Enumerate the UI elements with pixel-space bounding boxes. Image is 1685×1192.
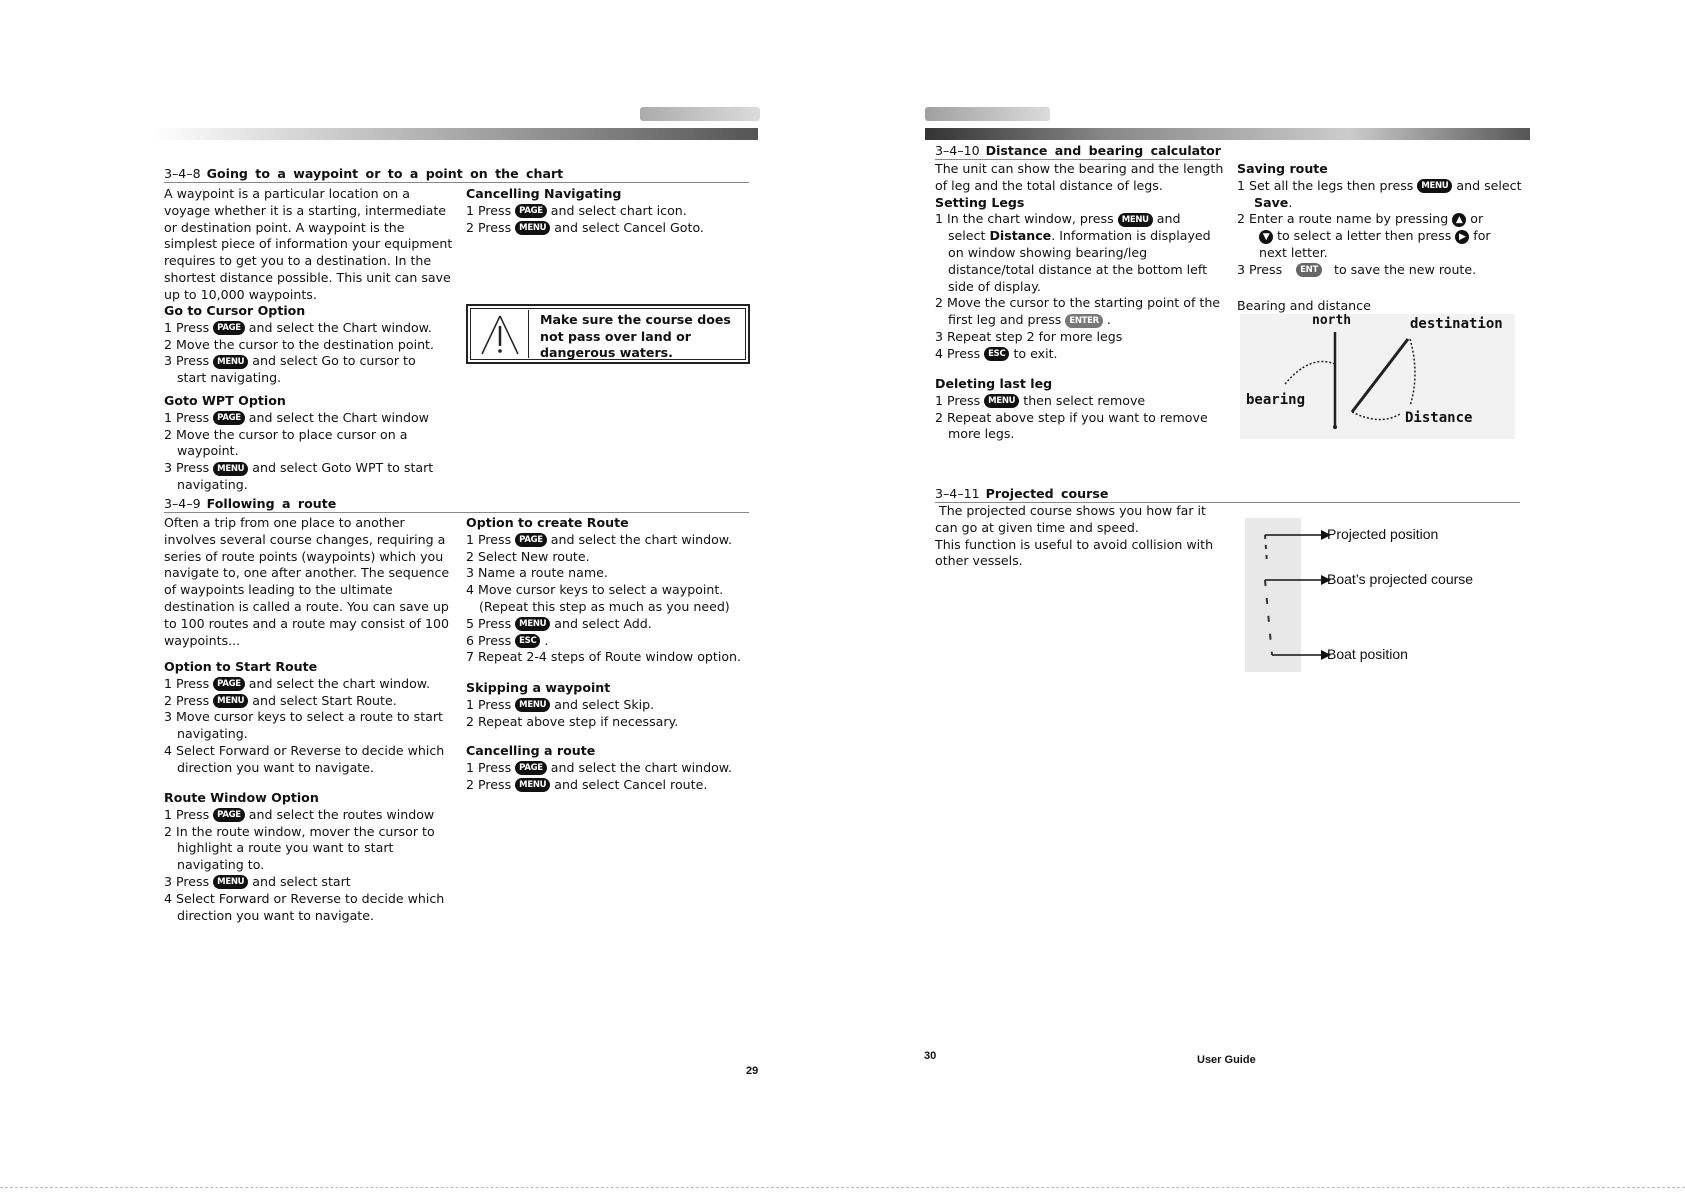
esc-key-icon: ESC [984, 347, 1009, 361]
menu-key-icon: MENU [515, 221, 550, 235]
goto-cursor-option: Go to Cursor Option 1 Press PAGE and select the Chart window. 2 Move the cursor to the destination point. 3 Press MENU and select Go to cursor to start navigating. [164, 303, 434, 386]
cancel-navigating: Cancelling Navigating 1 Press PAGE and select chart icon. 2 Press MENU and select Cancel Goto. [466, 186, 704, 235]
projected-position-label: Projected position [1327, 526, 1439, 542]
bearing-label: bearing [1246, 392, 1306, 408]
menu-key-icon: MENU [213, 462, 248, 476]
warning-line-1: Make sure the course does [540, 312, 731, 327]
page-key-icon: PAGE [213, 677, 245, 691]
goto-cursor-heading: Go to Cursor Option [164, 303, 306, 318]
menu-key-icon: MENU [515, 778, 550, 792]
page-key-icon: PAGE [213, 321, 245, 335]
right-header-bar [925, 128, 1530, 140]
goto-wpt-heading: Goto WPT Option [164, 393, 286, 408]
warning-box [466, 304, 750, 364]
warning-line-2: not pass over land or [540, 328, 691, 344]
menu-key-icon: MENU [213, 694, 248, 708]
setting-legs-heading: Setting Legs [935, 194, 1025, 210]
boats-projected-course-label: Boat’s projected course [1327, 571, 1474, 587]
projected-course-diagram [1245, 518, 1545, 673]
menu-key-icon: MENU [515, 698, 550, 712]
cancelling-route-heading: Cancelling a route [466, 743, 596, 758]
boat-position-label: Boat position [1327, 646, 1408, 662]
create-route-option: Option to create Route 1 Press PAGE and select the chart window. 2 Select New route. 3 Name a route name. 4 Move cursor keys to select a waypoint. (Repeat this step as much as you need) 5 Press MENU and select Add. 6 Press ESC . 7 Repeat 2-4 steps of Route window option. [466, 515, 742, 665]
goto-wpt-option: Goto WPT Option 1 Press PAGE and select the Chart window 2 Move the cursor to place cursor on a waypoint. 3 Press MENU and select Goto WPT to start navigating. [164, 393, 434, 492]
menu-key-icon: MENU [213, 875, 248, 889]
saving-route: Saving route 1 Set all the legs then press MENU and select Save. 2 Enter a route name by pressing ▲ or ▼ to select a letter then press ▶ for next letter. 3 Press ENT to save the new route. [1237, 161, 1522, 277]
left-header-logo [640, 107, 760, 121]
page-key-icon: PAGE [213, 808, 245, 822]
bearing-distance-label: Bearing and distance [1237, 298, 1371, 313]
bottom-divider [0, 1187, 1685, 1188]
section-3-4-10-heading: 3–4–10 Distance and bearing calculator [935, 143, 1222, 158]
page-number-left: 29 [746, 1065, 759, 1077]
start-route-option: Option to Start Route 1 Press PAGE and select the chart window. 2 Press MENU and select Start Route. 3 Move cursor keys to select a route to start navigating. 4 Select Forward or Reverse to decide which direction you want to navigate. [164, 659, 445, 775]
menu-key-icon: MENU [984, 394, 1019, 408]
cancel-navigating-heading: Cancelling Navigating [466, 186, 622, 201]
bearing-distance-diagram [1240, 314, 1515, 439]
route-window-option: Route Window Option 1 Press PAGE and select the routes window 2 In the route window, mover the cursor to highlight a route you want to start navigating to. 3 Press MENU and select start 4 Select Forward or Reverse to decide which direction you want to navigate. [164, 790, 445, 923]
saving-route-heading: Saving route [1237, 161, 1328, 176]
up-arrow-key-icon: ▲ [1452, 213, 1466, 227]
north-label: north [1312, 313, 1352, 328]
page-key-icon: PAGE [213, 411, 245, 425]
deleting-last-leg: Deleting last leg 1 Press MENU then select remove 2 Repeat above step if you want to remove more legs. [935, 376, 1208, 442]
right-arrow-key-icon: ▶ [1455, 230, 1469, 244]
warning-icon [472, 310, 529, 358]
route-window-heading: Route Window Option [164, 790, 319, 805]
route-intro: Often a trip from one place to another involves several course changes, requiring a series of route points (waypoints) which you navigate to, one after another. The sequence of waypoints leading to the ultimate destination is called a route. You can save up to 100 routes and a route may consist of 100 waypoints... [164, 515, 450, 648]
skipping-waypoint: Skipping a waypoint 1 Press MENU and select Skip. 2 Repeat above step if necessary. [466, 680, 679, 729]
section-3-4-8-heading: 3–4–8 Going to a waypoint or to a point on the chart [164, 166, 749, 183]
waypoint-intro: A waypoint is a particular location on a voyage whether it is a starting, intermediate or destination point. A waypoint is the simplest piece of information your equipment requires to get you to a destination. In the shortest distance possible. This unit can save up to 10,000 waypoints. [164, 186, 453, 302]
warning-line-3: dangerous waters. [540, 345, 673, 360]
esc-key-icon: ESC [515, 634, 540, 648]
cancelling-route: Cancelling a route 1 Press PAGE and select the chart window. 2 Press MENU and select Cancel route. [466, 743, 732, 792]
menu-key-icon: MENU [515, 617, 550, 631]
section-3-4-11-heading: 3–4–11 Projected course [935, 486, 1520, 503]
section-3-4-9-heading: 3–4–9 Following a route [164, 496, 749, 513]
skipping-waypoint-heading: Skipping a waypoint [466, 680, 611, 695]
distance-label: Distance [1405, 410, 1473, 426]
distance-bearing-text: The unit can show the bearing and the length of leg and the total distance of legs. Setting Legs 1 In the chart window, press MENU and select Distance. Information is displayed on window showing bearing/leg distance/total distance at the bottom left side of display. 2 Move the cursor to the starting point of the first leg and press ENTER . 3 Repeat step 2 for more legs 4 Press ESC to exit. [935, 161, 1224, 361]
start-route-heading: Option to Start Route [164, 659, 318, 674]
projected-course-text: The projected course shows you how far it can go at given time and speed. This function is useful to avoid collision with other vessels. [935, 503, 1214, 569]
right-header-logo [925, 107, 1050, 121]
page-key-icon: PAGE [515, 204, 547, 218]
destination-label: destination [1410, 316, 1503, 332]
create-route-heading: Option to create Route [466, 515, 629, 530]
enter-key-icon: ENT [1296, 263, 1322, 277]
down-arrow-key-icon: ▼ [1259, 230, 1273, 244]
menu-key-icon: MENU [213, 355, 248, 369]
footer-user-guide: User Guide [1197, 1054, 1256, 1066]
deleting-last-leg-heading: Deleting last leg [935, 376, 1053, 391]
page-key-icon: PAGE [515, 761, 547, 775]
page-number-right: 30 [924, 1050, 937, 1062]
left-header-bar [153, 128, 758, 140]
page-key-icon: PAGE [515, 533, 547, 547]
menu-key-icon: MENU [1417, 179, 1452, 193]
menu-key-icon: MENU [1118, 213, 1153, 227]
enter-key-icon: ENTER [1065, 314, 1103, 328]
